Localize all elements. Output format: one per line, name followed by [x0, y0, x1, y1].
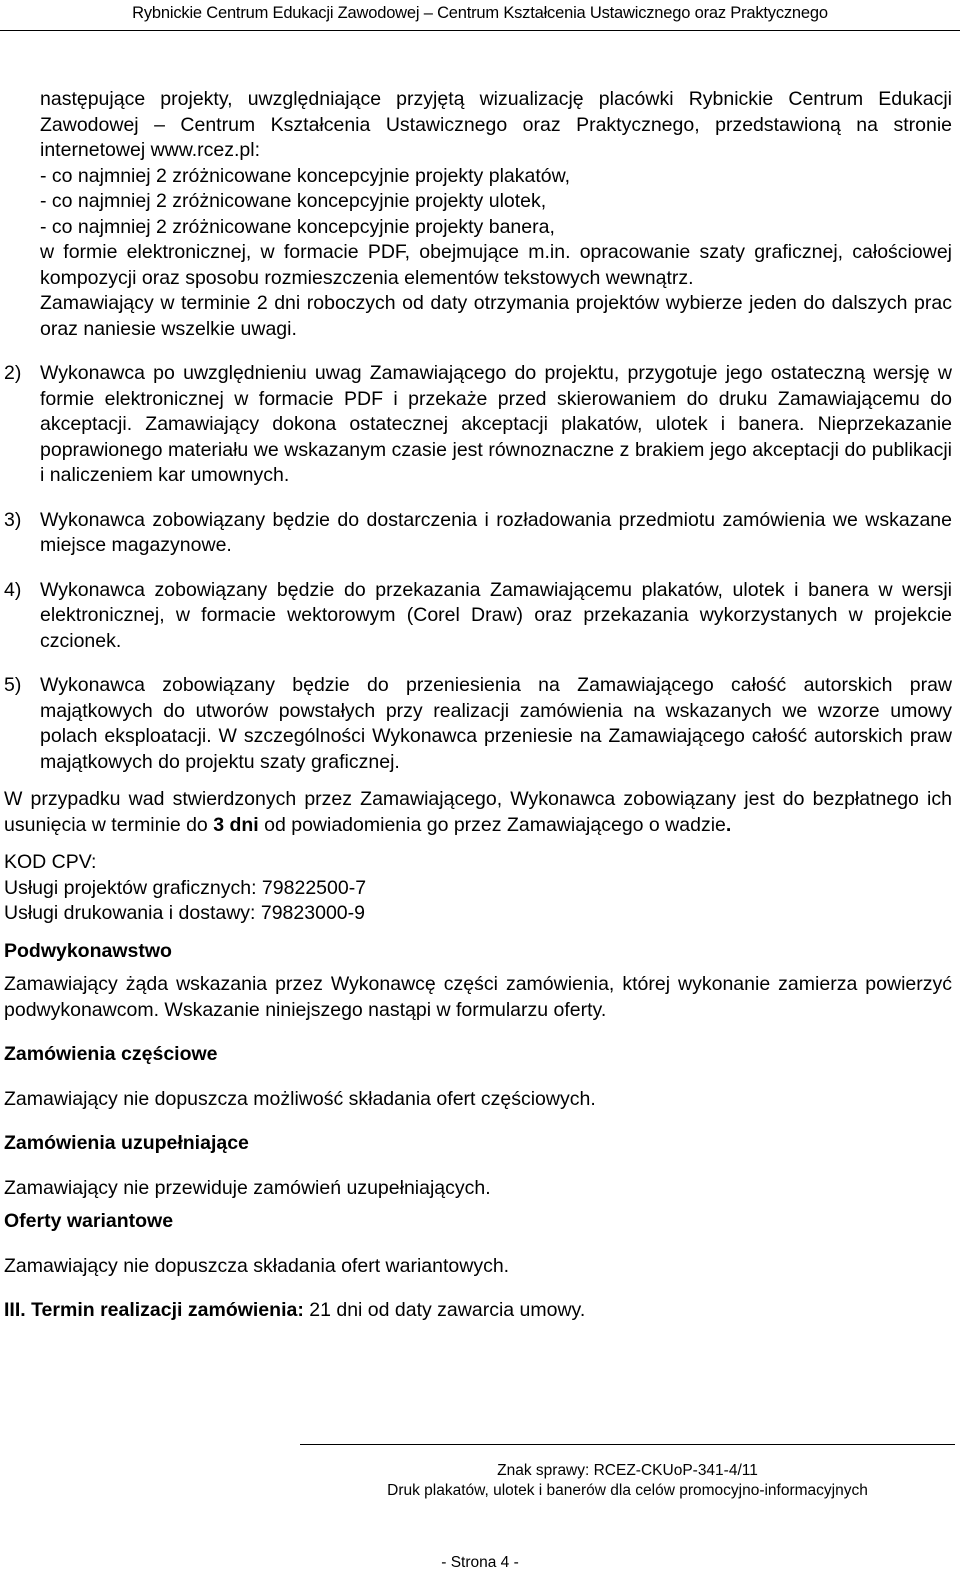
numbered-item	[4, 508, 952, 559]
item-number: 4)	[4, 578, 22, 601]
case-number: Znak sprawy: RCEZ-CKUoP-341-4/11	[497, 1462, 758, 1479]
section-heading: Podwykonawstwo	[4, 939, 172, 962]
page-header: Rybnickie Centrum Edukacji Zawodowej – Centrum Kształcenia Ustawicznego oraz Praktycznego	[132, 4, 828, 22]
intro-list-item: - co najmniej 2 zróżnicowane koncepcyjnie projekty plakatów,	[40, 164, 571, 187]
term-value: 21 dni od daty zawarcia umowy.	[303, 1299, 586, 1321]
numbered-item	[4, 361, 952, 489]
section-heading: Zamówienia uzupełniające	[4, 1132, 249, 1154]
numbered-item	[4, 578, 952, 655]
document-body	[4, 87, 952, 1324]
item-number: 3)	[4, 508, 22, 531]
intro-list-item: - co najmniej 2 zróżnicowane koncepcyjnie projekty ulotek,	[40, 190, 547, 212]
cpv-code: Usługi drukowania i dostawy: 79823000-9	[4, 902, 365, 924]
header-divider	[0, 30, 960, 31]
section-text: Zamawiający nie dopuszcza składania ofert wariantowych.	[4, 1254, 510, 1277]
term-line	[4, 1298, 952, 1324]
case-subject: Druk plakatów, ulotek i banerów dla celów promocyjno-informacyjnych	[387, 1482, 868, 1499]
defects-paragraph: W przypadku wad stwierdzonych przez Zamawiającego, Wykonawca zobowiązany jest do bezpłatnego ich usunięcia w terminie do 3 dni od powiadomienia go przez Zamawiającego o wadzie.	[4, 788, 952, 836]
term-label: III. Termin realizacji zamówienia:	[4, 1299, 304, 1321]
defects-deadline: 3 dni	[213, 813, 259, 836]
page-footer	[300, 1461, 955, 1501]
item-text: Wykonawca zobowiązany będzie do przeniesienia na Zamawiającego całość autorskich praw majątkowych do utworów powstałych przy realizacji zamówienia na wskazanych we wzorze umowy polach eksploatacji. W szczególności Wykonawca przeniesie na Zamawiającego całość autorskich praw majątkowych do projektu szaty graficznej.	[40, 674, 952, 773]
section-heading: Zamówienia częściowe	[4, 1043, 218, 1065]
intro-block	[4, 87, 952, 342]
intro-format: w formie elektronicznej, w formacie PDF, obejmujące m.in. opracowanie szaty graficznej, całościowej kompozycji oraz sposobu rozmieszczenia elementów tekstowych wewnątrz.	[40, 241, 952, 289]
section-text: Zamawiający żąda wskazania przez Wykonawcę części zamówienia, której wykonanie zamierza powierzyć podwykonawcom. Wskazanie niniejszego nastąpi w formularzu oferty.	[4, 973, 952, 1021]
footer-divider	[300, 1444, 955, 1445]
item-number: 2)	[4, 362, 22, 384]
section-text: Zamawiający nie dopuszcza możliwość składania ofert częściowych.	[4, 1087, 596, 1110]
item-text: Wykonawca zobowiązany będzie do dostarczenia i rozładowania przedmiotu zamówienia we wskazane miejsce magazynowe.	[40, 508, 952, 556]
intro-list-item: - co najmniej 2 zróżnicowane koncepcyjnie projekty banera,	[40, 215, 555, 238]
cpv-code: Usługi projektów graficznych: 79822500-7	[4, 876, 367, 899]
intro-paragraph: następujące projekty, uwzględniające przyjętą wizualizację placówki Rybnickie Centrum Edukacji Zawodowej – Centrum Kształcenia Ustawicznego oraz Praktycznego, przedstawioną na stronie internetowej www.rcez.pl:	[40, 88, 952, 161]
section-heading: Oferty wariantowe	[4, 1210, 174, 1232]
cpv-label: KOD CPV:	[4, 851, 97, 873]
item-text: Wykonawca zobowiązany będzie do przekazania Zamawiającemu plakatów, ulotek i banera w wersji elektronicznej, w formacie wektorowym (Corel Draw) oraz przekazania wykorzystanych w projekcie czcionek.	[40, 578, 952, 652]
numbered-item	[4, 673, 952, 775]
item-text: Wykonawca po uwzględnieniu uwag Zamawiającego do projektu, przygotuje jego ostateczną wersję w formie elektronicznej w formacie PDF i przekaże przed skierowaniem do druku Zamawiającemu do akceptacji. Zamawiający dokona ostatecznej akceptacji plakatów, ulotek i banera. Nieprzekazanie poprawionego materiału we wskazanym czasie jest równoznaczne z brakiem jego akceptacji do publikacji i naliczeniem kar umownych.	[40, 362, 952, 486]
item-number: 5)	[4, 674, 22, 696]
page-number: - Strona 4 -	[441, 1554, 519, 1571]
intro-selection: Zamawiający w terminie 2 dni roboczych od daty otrzymania projektów wybierze jeden do dalszych prac oraz naniesie wszelkie uwagi.	[40, 292, 952, 340]
section-text: Zamawiający nie przewiduje zamówień uzupełniających.	[4, 1176, 491, 1199]
